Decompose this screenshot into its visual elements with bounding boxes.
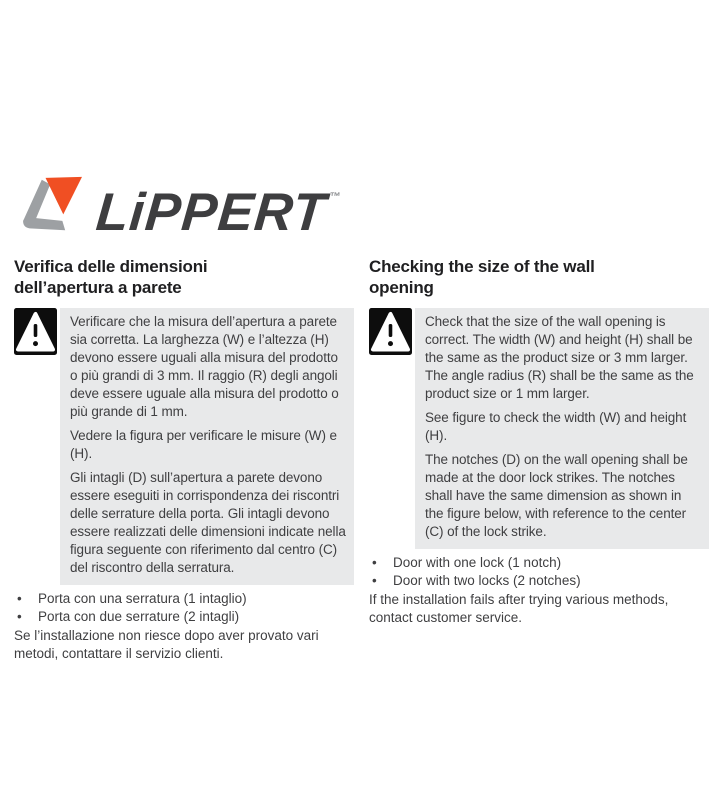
bullet-item [14, 590, 354, 608]
warning-paragraph: See figure to check the width (W) and height (H). [425, 410, 687, 443]
bullet-text: Door with one lock (1 notch) [393, 555, 562, 570]
heading-line: Checking the size of the wall [369, 257, 595, 276]
warning-text-block [60, 308, 354, 585]
service-note-italian: Se l’installazione non riesce dopo aver provato vari metodi, contattare il servizio clienti. [14, 628, 319, 661]
heading-line: Verifica delle dimensioni [14, 257, 208, 276]
bullet-item [369, 554, 709, 572]
warning-triangle-icon [14, 308, 57, 355]
bullet-marker: • [17, 609, 22, 624]
bullet-marker: • [372, 555, 377, 570]
warning-text-block [415, 308, 709, 549]
bullet-list-italian [14, 590, 354, 626]
section-heading-english [369, 256, 709, 298]
warning-paragraph: The notches (D) on the wall opening shall be made at the door lock strikes. The notches shall have the same dimension as shown in the figure below, with reference to the center (C) of the lock strike. [425, 452, 688, 539]
content-columns [0, 256, 728, 663]
bullet-text: Porta con una serratura (1 intaglio) [38, 591, 247, 606]
bullet-item [14, 608, 354, 626]
column-italian [14, 256, 354, 663]
warning-paragraph: Verificare che la misura dell’apertura a parete sia corretta. La larghezza (W) e l’altezza (H) devono essere uguali alla misura del prodotto o più grandi di 3 mm. Il raggio (R) degli angoli deve essere uguale alla misura del prodotto o più grande di 1 mm. [70, 314, 339, 419]
brand-wordmark [94, 168, 343, 242]
heading-line: dell’apertura a parete [14, 278, 182, 297]
column-english [369, 256, 709, 663]
trademark-symbol: ™ [329, 191, 342, 203]
heading-line: opening [369, 278, 434, 297]
lippert-logo-mark-icon [21, 176, 85, 234]
warning-triangle-icon [369, 308, 412, 355]
bullet-item [369, 572, 709, 590]
bullet-text: Door with two locks (2 notches) [393, 573, 581, 588]
brand-name: LiPPERT [93, 183, 329, 242]
section-heading-italian [14, 256, 354, 298]
service-note-english: If the installation fails after trying various methods, contact customer service. [369, 592, 669, 625]
bullet-list-english [369, 554, 709, 590]
warning-paragraph: Gli intagli (D) sull’apertura a parete devono essere eseguiti in corrispondenza dei riscontri delle serrature della porta. Gli intagli devono essere realizzati delle dimensioni indicate nella figura seguente con riferimento dal centro (C) del riscontro della serratura. [70, 470, 346, 575]
bullet-text: Porta con due serrature (2 intagli) [38, 609, 240, 624]
bullet-marker: • [372, 573, 377, 588]
bullet-marker: • [17, 591, 22, 606]
warning-block-italian [14, 308, 354, 585]
warning-paragraph: Check that the size of the wall opening is correct. The width (W) and height (H) shall be the same as the product size or 3 mm larger. The angle radius (R) shall be the same as the product size or 1 mm larger. [425, 314, 694, 401]
warning-paragraph: Vedere la figura per verificare le misure (W) e (H). [70, 428, 337, 461]
lippert-logo [21, 168, 340, 242]
warning-block-english [369, 308, 709, 549]
